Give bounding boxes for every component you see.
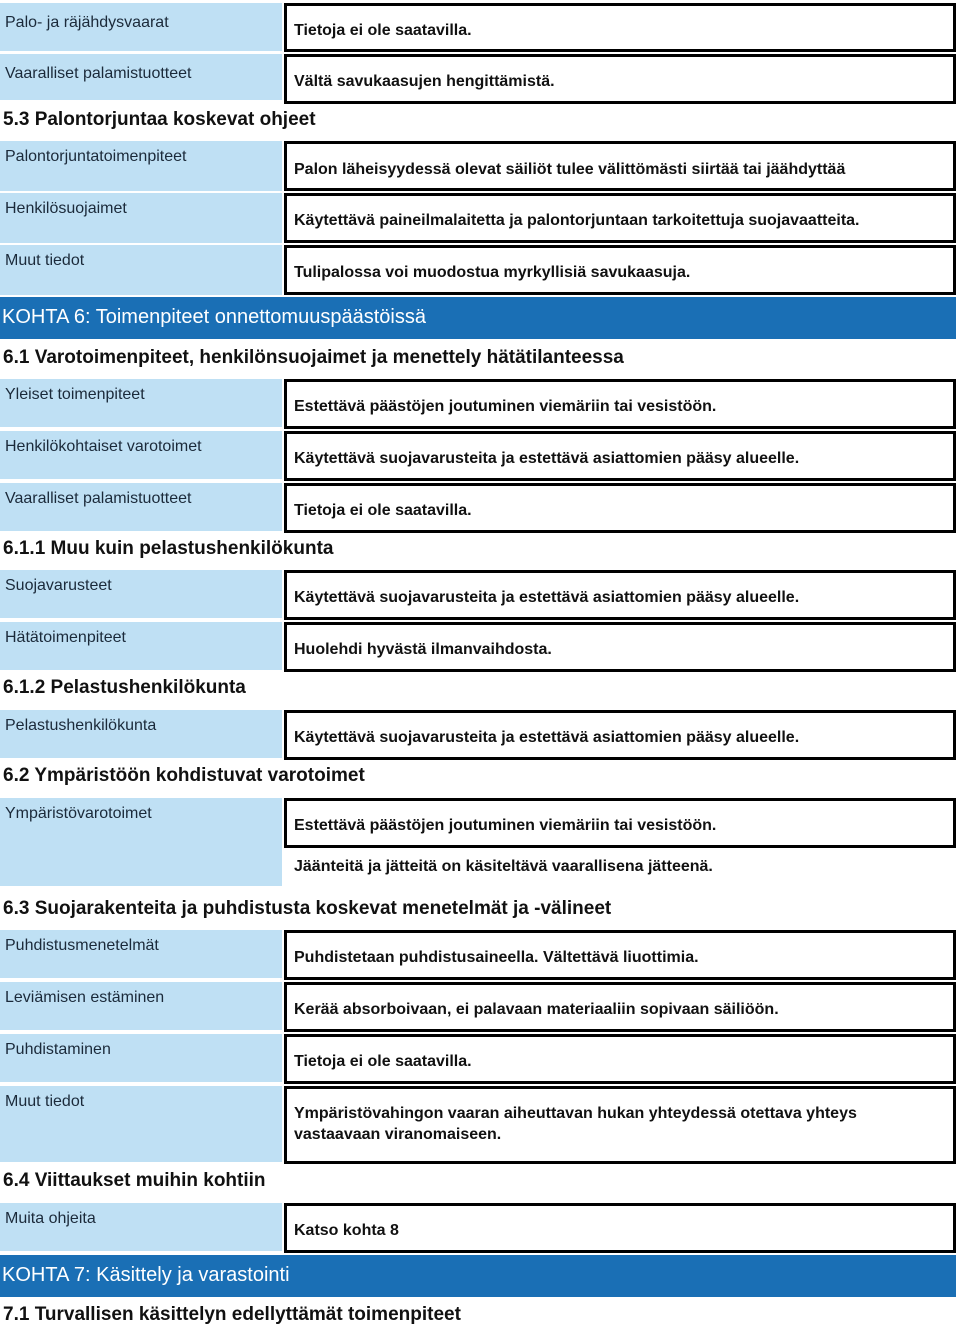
row-label: Puhdistaminen [0,1034,282,1082]
row-value: Käytettävä suojavarusteita ja estettävä asiattomien pääsy alueelle. [284,710,956,760]
row-value: Käytettävä paineilmalaitetta ja palontorjuntaan tarkoitettuja suojavaatteita. [284,193,956,243]
row-label: Hätätoimenpiteet [0,622,282,670]
section-header-7: KOHTA 7: Käsittely ja varastointi [0,1255,956,1297]
row-value: Tietoja ei ole saatavilla. [284,3,956,52]
subsection-heading: 6.2 Ympäristöön kohdistuvat varotoimet [3,765,365,786]
info-row [0,1034,960,1084]
info-row [0,798,960,886]
row-value: Estettävä päästöjen joutuminen viemäriin tai vesistöön. [284,379,956,429]
info-row [0,3,960,52]
info-row [0,1086,960,1164]
row-label: Muita ohjeita [0,1203,282,1251]
row-label: Palontorjuntatoimenpiteet [0,141,282,191]
subsection-heading: 6.1.1 Muu kuin pelastushenkilökunta [3,538,334,559]
row-label: Henkilökohtaiset varotoimet [0,431,282,479]
row-label: Vaaralliset palamistuotteet [0,483,282,531]
row-label: Vaaralliset palamistuotteet [0,54,282,100]
subsection-heading: 6.1 Varotoimenpiteet, henkilönsuojaimet ja menettely hätätilanteessa [3,347,624,368]
row-label: Ympäristövarotoimet [0,798,282,886]
row-label: Muut tiedot [0,1086,282,1162]
row-value: Palon läheisyydessä olevat säiliöt tulee välittömästi siirtää tai jäähdyttää [284,141,956,191]
row-value: Tulipalossa voi muodostua myrkyllisiä savukaasuja. [284,245,956,295]
row-value: Kerää absorboivaan, ei palavaan materiaaliin sopivaan säiliöön. [284,982,956,1032]
row-label: Henkilösuojaimet [0,193,282,243]
info-row [0,54,960,104]
row-label: Yleiset toimenpiteet [0,379,282,427]
row-value-extra: Jäänteitä ja jätteitä on käsiteltävä vaarallisena jätteenä. [294,858,713,875]
info-row [0,1203,960,1253]
row-value: Käytettävä suojavarusteita ja estettävä asiattomien pääsy alueelle. [284,570,956,620]
info-row [0,379,960,429]
info-row [0,982,960,1032]
subsection-heading: 5.3 Palontorjuntaa koskevat ohjeet [3,109,316,130]
info-row [0,622,960,672]
subsection-heading: 6.4 Viittaukset muihin kohtiin [3,1170,266,1191]
row-label: Puhdistusmenetelmät [0,930,282,978]
info-row [0,483,960,533]
row-value: Katso kohta 8 [284,1203,956,1253]
subsection-heading: 7.1 Turvallisen käsittelyn edellyttämät toimenpiteet [3,1304,461,1325]
row-value: Puhdistetaan puhdistusaineella. Vältettävä liuottimia. [284,930,956,980]
row-label: Pelastushenkilökunta [0,710,282,758]
row-label: Muut tiedot [0,245,282,295]
row-value: Tietoja ei ole saatavilla. [284,483,956,533]
info-row [0,193,960,243]
subsection-heading: 6.3 Suojarakenteita ja puhdistusta koskevat menetelmät ja -välineet [3,898,612,919]
info-row [0,570,960,620]
row-value: Estettävä päästöjen joutuminen viemäriin tai vesistöön. [284,798,956,848]
row-label: Suojavarusteet [0,570,282,618]
subsection-heading: 6.1.2 Pelastushenkilökunta [3,677,246,698]
info-row [0,710,960,760]
info-row [0,141,960,191]
info-row [0,930,960,980]
info-row [0,431,960,481]
section-header-6: KOHTA 6: Toimenpiteet onnettomuuspäästöissä [0,297,956,339]
row-value: Käytettävä suojavarusteita ja estettävä asiattomien pääsy alueelle. [284,431,956,481]
row-label: Leviämisen estäminen [0,982,282,1030]
row-value: Ympäristövahingon vaaran aiheuttavan hukan yhteydessä otettava yhteys vastaavaan viranomaiseen. [284,1086,956,1164]
row-value: Vältä savukaasujen hengittämistä. [284,54,956,104]
row-value: Tietoja ei ole saatavilla. [284,1034,956,1084]
row-value: Huolehdi hyvästä ilmanvaihdosta. [284,622,956,672]
row-label: Palo- ja räjähdysvaarat [0,3,282,51]
info-row [0,245,960,295]
